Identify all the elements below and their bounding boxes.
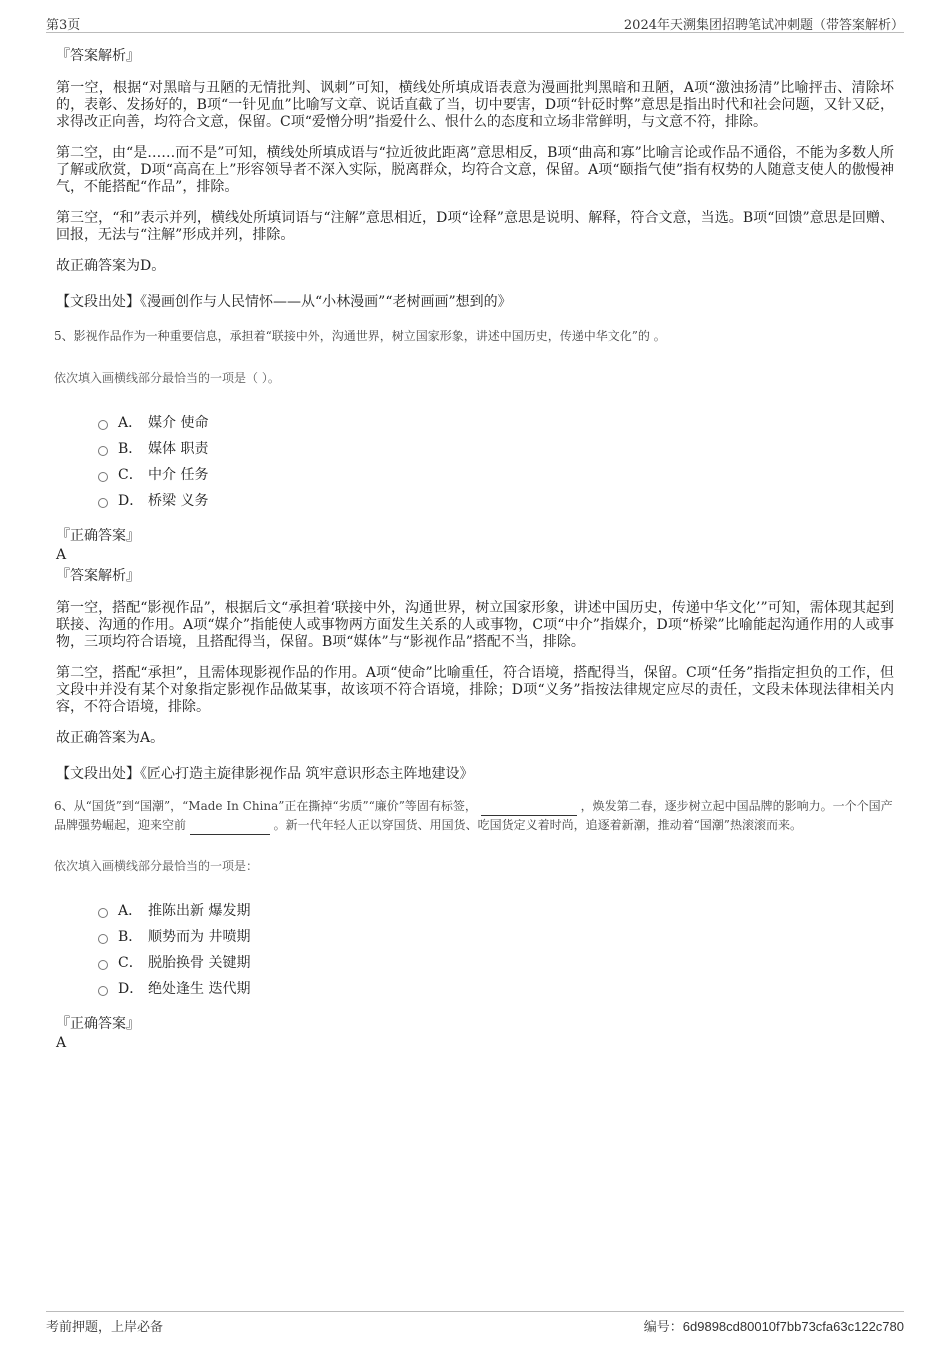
page-number: 第3页: [46, 18, 81, 33]
page-content: [56, 40, 894, 1052]
radio-icon[interactable]: [98, 960, 108, 970]
answer-blank-1[interactable]: [481, 797, 577, 816]
options-list: [98, 898, 894, 1002]
analysis-conclusion: 故正确答案为A。: [56, 730, 165, 746]
option-c[interactable]: [98, 462, 894, 488]
question-stem-part: 6、从“国货”到“国潮”，“Made In China”正在撕掉“劣质”“廉价”等固有标签，: [54, 799, 477, 813]
options-list: [98, 410, 894, 514]
question-stem: 5、影视作品作为一种重要信息，承担着“联接中外，沟通世界，树立国家形象，讲述中国历史，传递中华文化”的 。: [54, 329, 666, 343]
option-text: 媒体 职责: [148, 441, 209, 457]
question-stem: [54, 797, 894, 835]
option-text: 桥梁 义务: [148, 493, 209, 509]
option-letter: D．: [118, 493, 144, 509]
radio-icon[interactable]: [98, 934, 108, 944]
question-instruction: 依次填入画横线部分最恰当的一项是：: [54, 859, 259, 873]
page-footer: [46, 1311, 904, 1334]
analysis-conclusion: 故正确答案为D。: [56, 258, 166, 274]
footer-slogan: 考前押题，上岸必备: [46, 1320, 164, 1335]
analysis-paragraph: 第一空，搭配“影视作品”，根据后文“承担着‘联接中外，沟通世界，树立国家形象，讲述中国历史，传递中华文化’”可知，需体现其起到联接、沟通的作用。A项“媒介”指能使人或事物两方面发生关系的人或事物，C项“中介”指媒介，D项“桥梁”比喻能起沟通作用的人或事物，三项均符合语境，且搭配得当，保留。B项“媒体”与“影视作品”搭配不当，排除。: [56, 600, 894, 650]
page-header: [46, 12, 904, 33]
option-text: 推陈出新 爆发期: [148, 903, 251, 919]
option-b[interactable]: [98, 924, 894, 950]
correct-answer-label: 『正确答案』: [56, 1016, 140, 1032]
option-letter: B．: [118, 441, 143, 457]
question-stem-part: ，焕发第二春，逐步树立起中国品牌的影响力。一个个国产品牌强势崛起，迎来空前: [54, 799, 893, 832]
radio-icon[interactable]: [98, 908, 108, 918]
option-a[interactable]: [98, 898, 894, 924]
option-letter: C．: [118, 955, 143, 971]
analysis-paragraph: 第三空，“和”表示并列，横线处所填词语与“注解”意思相近，D项“诠释”意思是说明、解释，符合文意，当选。B项“回馈”意思是回赠、回报，无法与“注解”形成并列，排除。: [56, 210, 894, 243]
document-code: 编号：6d9898cd80010f7bb73cfa63c122c780: [643, 1319, 904, 1334]
option-text: 媒介 使命: [148, 415, 209, 431]
option-letter: D．: [118, 981, 144, 997]
radio-icon[interactable]: [98, 986, 108, 996]
option-letter: C．: [118, 467, 143, 483]
document-title: 2024年天溯集团招聘笔试冲刺题（带答案解析）: [623, 18, 904, 33]
option-letter: A．: [118, 903, 143, 919]
radio-icon[interactable]: [98, 472, 108, 482]
question-stem-part: 。新一代年轻人正以穿国货、用国货、吃国货定义着时尚，追逐着新潮，推动着“国潮”热滚滚而来。: [273, 818, 802, 832]
correct-answer: A: [56, 1035, 67, 1051]
option-d[interactable]: [98, 488, 894, 514]
option-c[interactable]: [98, 950, 894, 976]
correct-answer: A: [56, 547, 67, 563]
correct-answer-label: 『正确答案』: [56, 528, 140, 544]
option-text: 顺势而为 井喷期: [148, 929, 251, 945]
radio-icon[interactable]: [98, 446, 108, 456]
option-letter: A．: [118, 415, 143, 431]
option-letter: B．: [118, 929, 143, 945]
analysis-paragraph: 第二空，搭配“承担”，且需体现影视作品的作用。A项“使命”比喻重任，符合语境，搭配得当，保留。C项“任务”指指定担负的工作，但文段中并没有某个对象指定影视作品做某事，故该项不符合语境，排除；D项“义务”指按法律规定应尽的责任，文段未体现法律相关内容，不符合语境，排除。: [56, 665, 894, 715]
option-text: 绝处逢生 迭代期: [148, 981, 251, 997]
analysis-label: 『答案解析』: [56, 568, 140, 584]
option-b[interactable]: [98, 436, 894, 462]
question-instruction: 依次填入画横线部分最恰当的一项是（ ）。: [54, 371, 280, 385]
option-d[interactable]: [98, 976, 894, 1002]
option-text: 中介 任务: [148, 467, 209, 483]
source-citation: 【文段出处】《匠心打造主旋律影视作品 筑牢意识形态主阵地建设》: [56, 766, 474, 782]
radio-icon[interactable]: [98, 498, 108, 508]
radio-icon[interactable]: [98, 420, 108, 430]
option-a[interactable]: [98, 410, 894, 436]
analysis-paragraph: 第一空，根据“对黑暗与丑陋的无情批判、讽刺”可知，横线处所填成语表意为漫画批判黑暗和丑陋，A项“激浊扬清”比喻抨击、清除坏的，表彰、发扬好的，B项“一针见血”比喻写文章、说话直截了当，切中要害，D项“针砭时弊”意思是指出时代和社会问题，又针又砭，求得改正向善，均符合文意，保留。C项“爱憎分明”指爱什么、恨什么的态度和立场非常鲜明，与文意不符，排除。: [56, 80, 894, 130]
analysis-label: 『答案解析』: [56, 48, 140, 64]
answer-blank-2[interactable]: [190, 816, 270, 835]
analysis-paragraph: 第二空，由“是……而不是”可知，横线处所填成语与“拉近彼此距离”意思相反，B项“曲高和寡”比喻言论或作品不通俗，不能为多数人所了解或欣赏，D项“高高在上”形容领导者不深入实际，脱离群众，均符合文意，保留。A项“颐指气使”指有权势的人随意支使人的傲慢神气，不能搭配“作品”，排除。: [56, 145, 894, 195]
option-text: 脱胎换骨 关键期: [148, 955, 251, 971]
source-citation: 【文段出处】《漫画创作与人民情怀——从“小林漫画”“老树画画”想到的》: [56, 294, 512, 310]
